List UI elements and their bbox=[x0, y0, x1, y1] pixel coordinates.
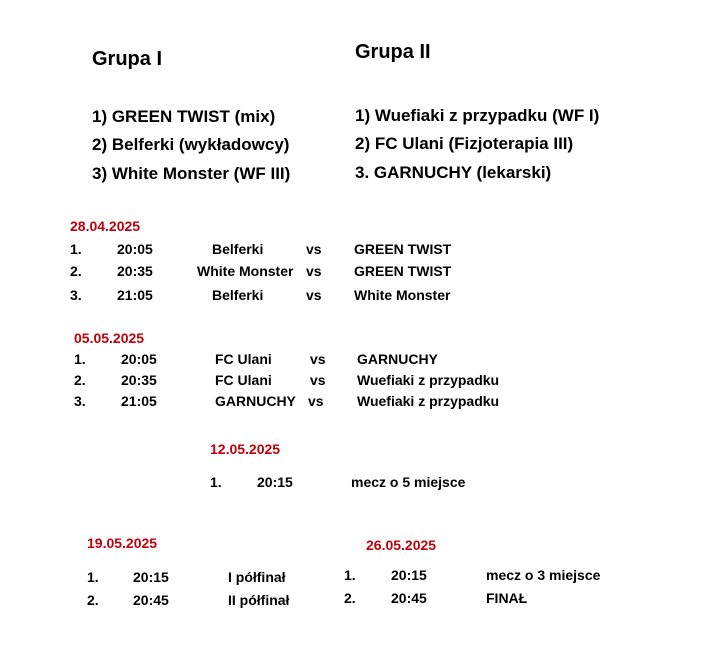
group-1-team: 3) White Monster (WF III) bbox=[92, 164, 291, 183]
schedule-date: 26.05.2025 bbox=[366, 537, 437, 553]
match-time: 20:15 bbox=[133, 569, 169, 585]
match-away-team: GREEN TWIST bbox=[354, 241, 452, 257]
schedule-date: 28.04.2025 bbox=[70, 218, 141, 234]
match-number: 1. bbox=[70, 241, 82, 257]
match-vs: vs bbox=[310, 351, 326, 367]
match-time: 20:45 bbox=[391, 590, 427, 606]
group-2-title: Grupa II bbox=[355, 41, 431, 63]
schedule-date: 05.05.2025 bbox=[74, 330, 145, 346]
match-time: 20:45 bbox=[133, 592, 169, 608]
match-number: 3. bbox=[74, 393, 86, 409]
match-number: 3. bbox=[70, 287, 82, 303]
match-number: 2. bbox=[344, 590, 356, 606]
match-time: 21:05 bbox=[117, 287, 153, 303]
match-away-team: Wuefiaki z przypadku bbox=[357, 372, 500, 388]
match-home-team: FC Ulani bbox=[215, 351, 272, 367]
match-time: 20:15 bbox=[391, 567, 427, 583]
match-time: 20:35 bbox=[117, 263, 153, 279]
group-2-team: 2) FC Ulani (Fizjoterapia III) bbox=[355, 134, 574, 153]
match-home-team: White Monster bbox=[197, 263, 294, 279]
group-1-team: 1) GREEN TWIST (mix) bbox=[92, 107, 276, 126]
match-number: 1. bbox=[210, 474, 222, 490]
match-number: 2. bbox=[87, 592, 99, 608]
match-time: 20:15 bbox=[257, 474, 293, 490]
group-1-title: Grupa I bbox=[92, 48, 163, 70]
match-home-team: Belferki bbox=[212, 287, 264, 303]
match-number: 2. bbox=[74, 372, 86, 388]
match-away-team: White Monster bbox=[354, 287, 451, 303]
match-description: II półfinał bbox=[228, 592, 290, 608]
match-number: 1. bbox=[87, 569, 99, 585]
match-home-team: Belferki bbox=[212, 241, 264, 257]
match-number: 1. bbox=[344, 567, 356, 583]
match-vs: vs bbox=[306, 287, 322, 303]
match-away-team: GARNUCHY bbox=[357, 351, 438, 367]
match-home-team: FC Ulani bbox=[215, 372, 272, 388]
match-vs: vs bbox=[310, 372, 326, 388]
match-number: 1. bbox=[74, 351, 86, 367]
match-vs: vs bbox=[306, 263, 322, 279]
match-time: 20:05 bbox=[117, 241, 153, 257]
match-description: mecz o 5 miejsce bbox=[351, 474, 466, 490]
schedule-date: 19.05.2025 bbox=[87, 535, 158, 551]
match-home-team: GARNUCHY bbox=[215, 393, 296, 409]
match-number: 2. bbox=[70, 263, 82, 279]
match-time: 20:35 bbox=[121, 372, 157, 388]
match-description: I półfinał bbox=[228, 569, 286, 585]
match-away-team: GREEN TWIST bbox=[354, 263, 452, 279]
match-vs: vs bbox=[306, 241, 322, 257]
group-2-team: 3. GARNUCHY (lekarski) bbox=[355, 163, 552, 182]
group-1-team: 2) Belferki (wykładowcy) bbox=[92, 135, 290, 154]
match-vs: vs bbox=[308, 393, 324, 409]
match-time: 21:05 bbox=[121, 393, 157, 409]
group-2-team: 1) Wuefiaki z przypadku (WF I) bbox=[355, 106, 600, 125]
match-away-team: Wuefiaki z przypadku bbox=[357, 393, 500, 409]
match-description: mecz o 3 miejsce bbox=[486, 567, 601, 583]
match-time: 20:05 bbox=[121, 351, 157, 367]
match-description: FINAŁ bbox=[486, 590, 528, 606]
schedule-date: 12.05.2025 bbox=[210, 441, 281, 457]
